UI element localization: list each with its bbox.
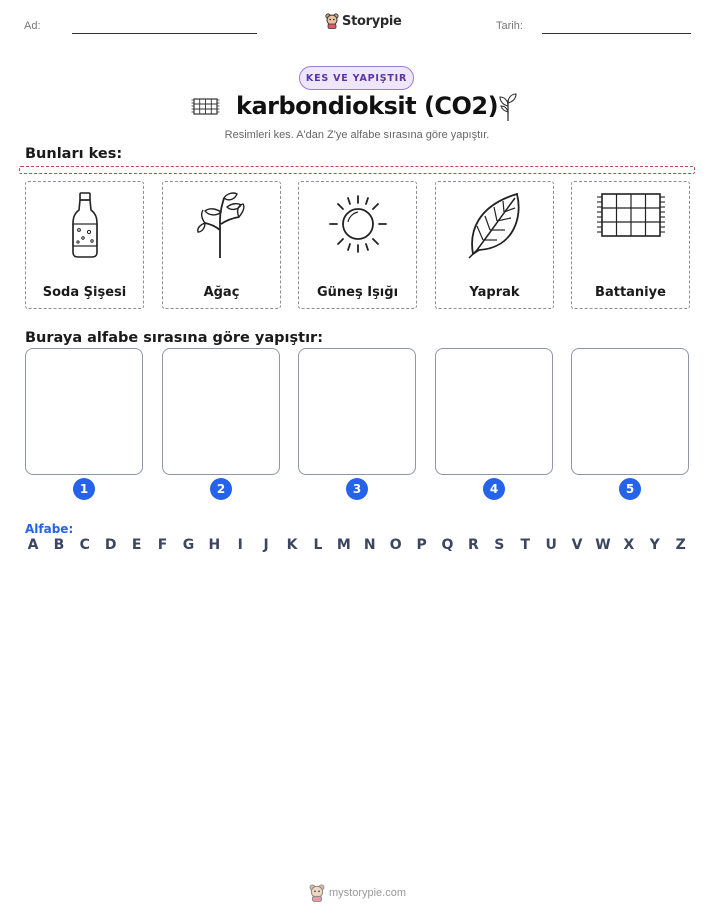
alphabet-letter: I [237, 537, 243, 553]
paste-slot-3[interactable] [298, 348, 416, 475]
alphabet-letter: B [53, 537, 65, 553]
alphabet-letter: X [623, 537, 635, 553]
alphabet-letter: H [208, 537, 221, 553]
slot-number-2: 2 [210, 478, 232, 500]
page-title: karbondioksit (CO2) [236, 92, 499, 120]
alphabet-letter: J [263, 537, 269, 553]
alphabet-letter: P [416, 537, 427, 553]
leaf-icon [465, 190, 525, 260]
paste-slot-1[interactable] [25, 348, 143, 475]
cut-card-sunlight[interactable] [298, 181, 417, 309]
date-line [542, 33, 691, 34]
alphabet-letter: Q [441, 537, 454, 553]
alphabet-letter: A [27, 537, 39, 553]
card-label: Ağaç [203, 285, 240, 300]
alphabet-letter: V [571, 537, 583, 553]
title-row [0, 92, 714, 126]
bear-icon [325, 13, 339, 29]
alphabet-letter: L [313, 537, 323, 553]
alphabet-letter: Z [675, 537, 686, 553]
name-line [72, 33, 257, 34]
alphabet-letter: F [157, 537, 168, 553]
slot-number-4: 4 [483, 478, 505, 500]
alphabet-letter: O [389, 537, 402, 553]
alphabet-letter: M [336, 537, 351, 553]
alphabet-letter: G [182, 537, 195, 553]
soda-bottle-icon [65, 190, 105, 260]
paste-heading: Buraya alfabe sırasına göre yapıştır: [25, 330, 323, 346]
paste-slot-4[interactable] [435, 348, 553, 475]
paste-slot-2[interactable] [162, 348, 280, 475]
alphabet-letter: R [468, 537, 479, 553]
footer-url[interactable]: mystorypie.com [329, 887, 407, 899]
activity-badge: KES VE YAPIŞTIR [299, 66, 414, 90]
alphabet-letter: D [104, 537, 117, 553]
card-label: Soda Şişesi [42, 285, 127, 300]
alphabet-letter: Y [649, 537, 660, 553]
alphabet-letter: K [286, 537, 298, 553]
alphabet-title: Alfabe: [25, 522, 74, 536]
cut-card-tree[interactable] [162, 181, 281, 309]
cut-heading: Bunları kes: [25, 146, 123, 162]
cut-line [19, 166, 695, 174]
brand-name: Storypie [342, 13, 402, 29]
footer [309, 884, 406, 902]
slot-number-1: 1 [73, 478, 95, 500]
date-label: Tarih: [496, 20, 523, 32]
slot-number-5: 5 [619, 478, 641, 500]
alphabet-letter: N [363, 537, 376, 553]
alphabet-row [25, 537, 689, 553]
cut-card-blanket[interactable] [571, 181, 690, 309]
alphabet-letter: S [494, 537, 505, 553]
alphabet-letter: C [79, 537, 90, 553]
bear-icon [309, 884, 325, 902]
slot-number-3: 3 [346, 478, 368, 500]
paste-slot-5[interactable] [571, 348, 689, 475]
alphabet-letter: E [131, 537, 142, 553]
card-label: Yaprak [469, 285, 520, 300]
blanket-icon [191, 97, 220, 117]
instructions: Resimleri kes. A'dan Z'ye alfabe sırasına göre yapıştır. [224, 129, 490, 141]
cut-card-leaf[interactable] [435, 181, 554, 309]
alphabet-letter: U [545, 537, 557, 553]
alphabet-letter: W [595, 537, 611, 553]
card-label: Güneş Işığı [316, 285, 399, 300]
cut-card-soda-bottle[interactable] [25, 181, 144, 309]
sprout-icon [497, 92, 519, 122]
alphabet-letter: T [520, 537, 530, 553]
name-label: Ad: [24, 20, 41, 32]
sun-icon [326, 192, 390, 256]
brand-logo [325, 13, 402, 29]
blanket-icon [596, 190, 666, 242]
tree-icon [197, 190, 247, 260]
card-label: Battaniye [595, 285, 666, 300]
